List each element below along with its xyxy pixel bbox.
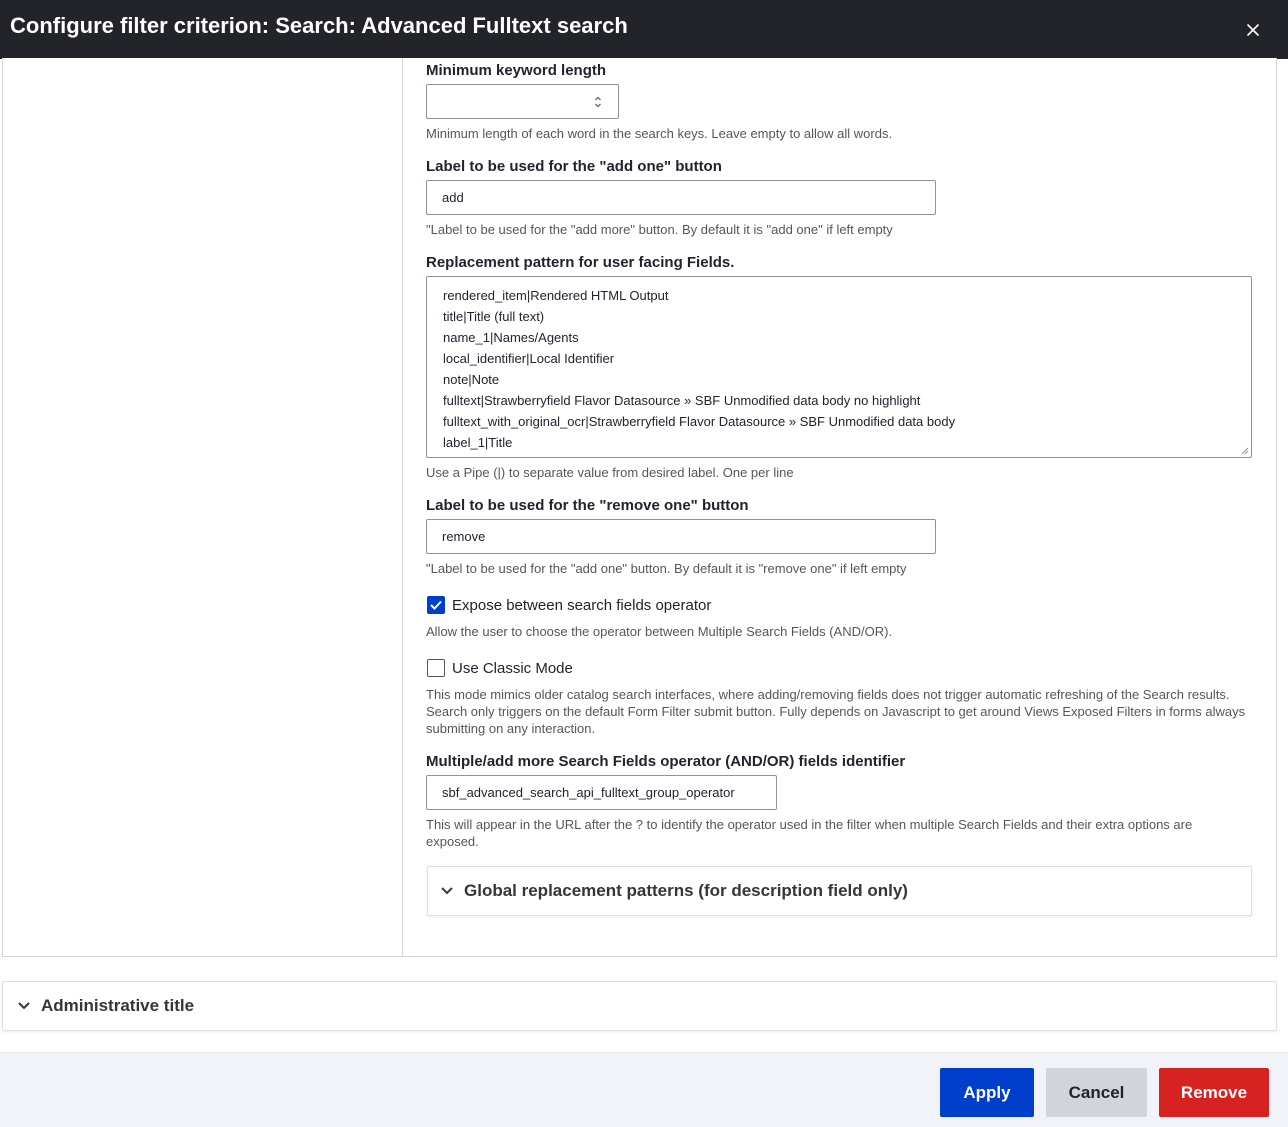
dialog-title: Configure filter criterion: Search: Advanced Fulltext search <box>10 13 628 38</box>
min-keyword-description: Minimum length of each word in the search keys. Leave empty to allow all words. <box>426 126 893 141</box>
textarea-line: label_1|Title <box>443 435 513 450</box>
min-keyword-input[interactable] <box>426 84 619 119</box>
min-keyword-label: Minimum keyword length <box>426 62 607 79</box>
checkmark-icon <box>430 600 442 610</box>
classic-mode-label[interactable]: Use Classic Mode <box>452 660 573 677</box>
dialog-footer <box>0 1052 1288 1127</box>
replacement-pattern-label: Replacement pattern for user facing Fields. <box>426 254 735 271</box>
textarea-line: fulltext|Strawberryfield Flavor Datasource » SBF Unmodified data body no highlight <box>443 393 921 408</box>
add-one-label: Label to be used for the "add one" button <box>426 158 722 175</box>
spinner-arrows-icon <box>594 95 602 109</box>
number-spinner[interactable] <box>593 94 603 110</box>
expose-operator-checkbox[interactable] <box>427 596 445 614</box>
chevron-down-icon <box>17 1001 31 1011</box>
add-one-input[interactable]: add <box>426 180 936 215</box>
remove-button[interactable]: Remove <box>1159 1068 1269 1117</box>
textarea-line: rendered_item|Rendered HTML Output <box>443 288 669 303</box>
global-patterns-details[interactable] <box>427 866 1252 916</box>
global-patterns-label: Global replacement patterns (for description field only) <box>464 881 908 900</box>
expose-operator-label[interactable]: Expose between search fields operator <box>452 597 712 614</box>
close-button[interactable] <box>1238 15 1268 45</box>
remove-one-label: Label to be used for the "remove one" button <box>426 497 749 514</box>
operator-identifier-label: Multiple/add more Search Fields operator (AND/OR) fields identifier <box>426 753 906 770</box>
operator-identifier-input[interactable]: sbf_advanced_search_api_fulltext_group_operator <box>426 775 777 810</box>
admin-title-details[interactable] <box>2 981 1277 1031</box>
replacement-pattern-description: Use a Pipe (|) to separate value from desired label. One per line <box>426 465 794 480</box>
add-one-description: "Label to be used for the "add more" button. By default it is "add one" if left empty <box>426 222 893 237</box>
textarea-line: note|Note <box>443 372 500 387</box>
dialog-titlebar <box>0 0 1288 59</box>
expose-operator-description: Allow the user to choose the operator between Multiple Search Fields (AND/OR). <box>426 624 893 639</box>
global-patterns-summary[interactable] <box>440 867 908 915</box>
textarea-line: fulltext_with_original_ocr|Strawberryfield Flavor Datasource » SBF Unmodified data body <box>443 414 956 429</box>
operator-identifier-description: This will appear in the URL after the ? to identify the operator used in the filter when multiple Search Fields and their extra options are exposed. <box>426 817 1193 849</box>
textarea-line: local_identifier|Local Identifier <box>443 351 615 366</box>
textarea-line: title|Title (full text) <box>443 309 545 324</box>
cancel-button[interactable]: Cancel <box>1046 1068 1147 1117</box>
resize-handle-icon[interactable] <box>1241 447 1249 455</box>
admin-title-label: Administrative title <box>41 996 195 1015</box>
classic-mode-checkbox[interactable] <box>427 659 445 677</box>
classic-mode-description: This mode mimics older catalog search interfaces, where adding/removing fields does not trigger automatic refreshing of the Search results. Search only triggers on the default Form Filter submit button. Fully depends on Javascript to get around Views Exposed Filters in forms always submitting on any interaction. <box>426 687 1246 736</box>
remove-one-description: "Label to be used for the "add one" button. By default it is "remove one" if left empty <box>426 561 907 576</box>
textarea-line: name_1|Names/Agents <box>443 330 579 345</box>
replacement-pattern-textarea[interactable] <box>426 276 1252 458</box>
close-icon <box>1246 23 1260 37</box>
chevron-down-icon <box>440 886 454 896</box>
apply-button[interactable]: Apply <box>940 1068 1034 1117</box>
left-column <box>3 58 403 956</box>
admin-title-summary[interactable] <box>17 982 194 1030</box>
remove-one-input[interactable]: remove <box>426 519 936 554</box>
